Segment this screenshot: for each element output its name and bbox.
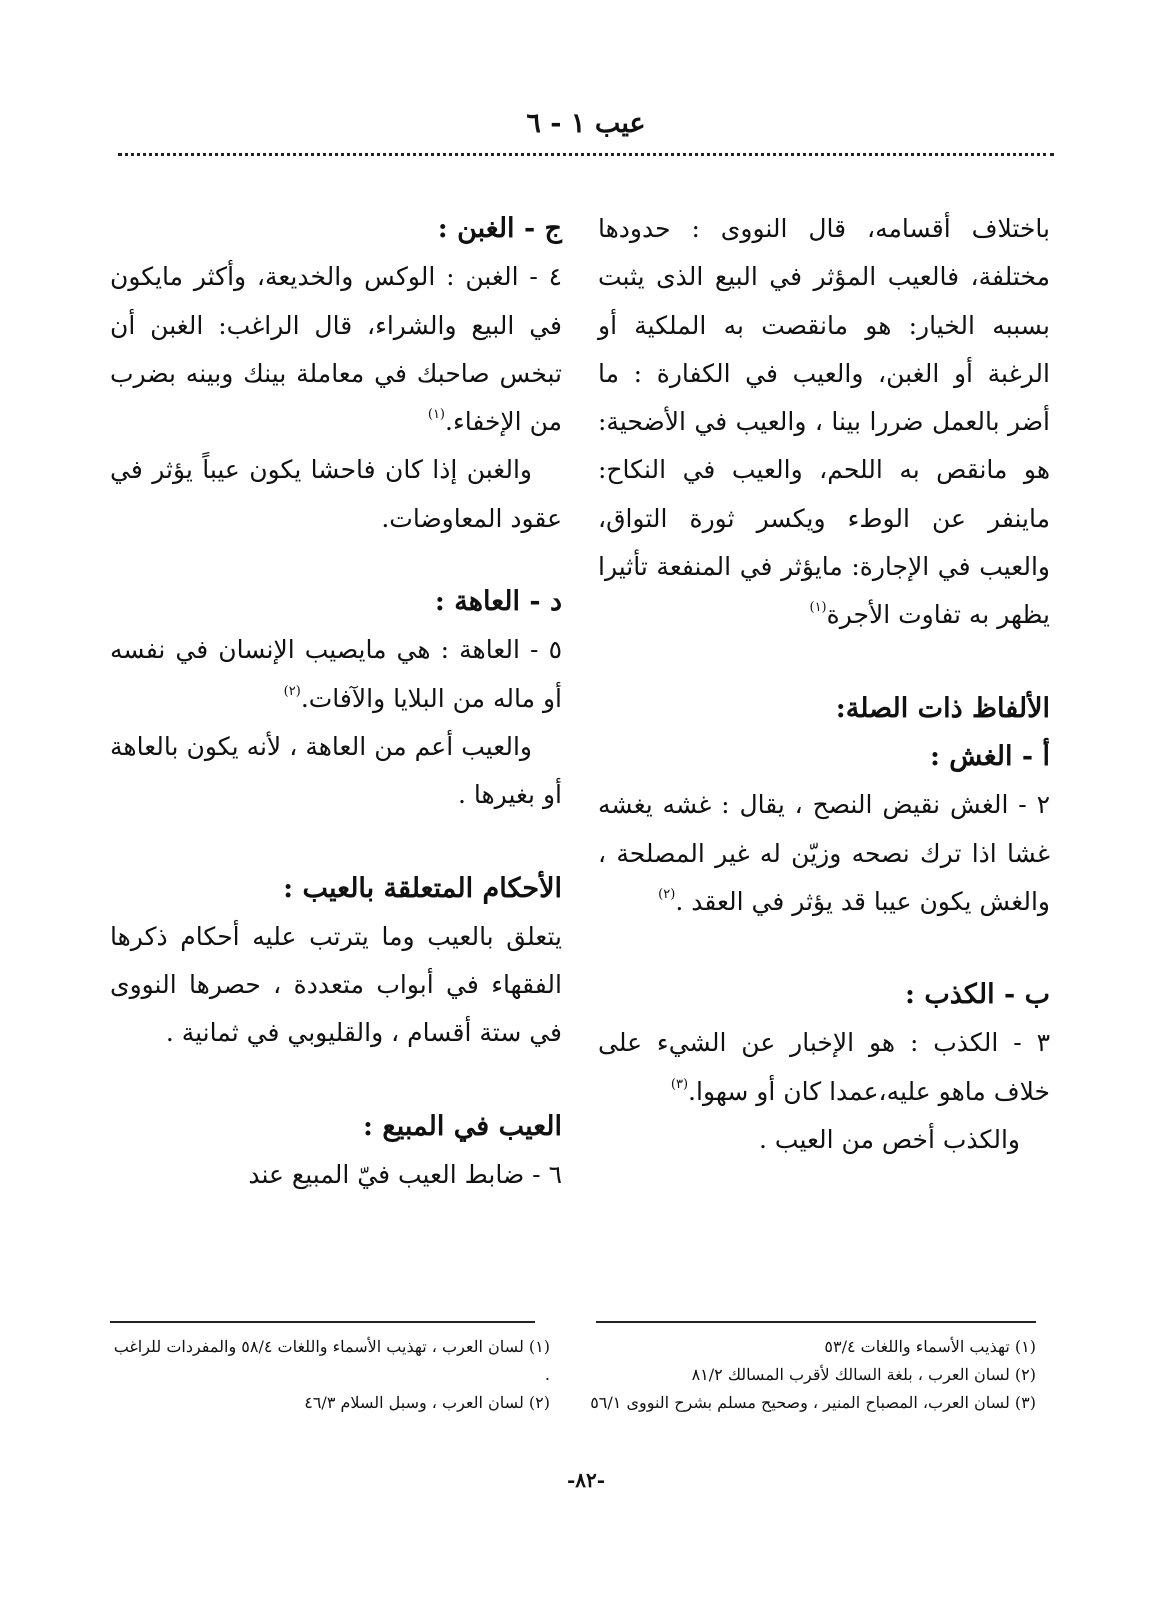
- paragraph-4b: والغبن إذا كان فاحشا يكون عيباً يؤثر في عقود المعاوضات.: [110, 455, 562, 533]
- paragraph-3b: والكذب أخص من العيب .: [759, 1125, 1020, 1155]
- paragraph-rulings: يتعلق بالعيب وما يترتب عليه أحكام ذكرها الفقهاء في أبواب متعددة ، حصرها النووى في ستة أقسام ، والقليوبي في ثمانية .: [110, 921, 562, 1048]
- left-column: [110, 205, 562, 1199]
- footnote-ref-1: (١): [809, 600, 827, 616]
- footnote-left-2: (٢) لسان العرب ، وسبل السلام ٤٦/٣: [304, 1393, 550, 1412]
- heading-rulings: الأحكام المتعلقة بالعيب :: [283, 872, 562, 904]
- paragraph-3-text: ٣ - الكذب : هو الإخبار عن الشيء على خلاف ماهو عليه،عمدا كان أو سهوا.: [598, 1028, 1050, 1106]
- footnote-ref-2: (٢): [658, 886, 676, 902]
- running-header: عيب ١ - ٦: [526, 108, 646, 139]
- footnotes-left: [110, 1333, 550, 1417]
- header-dotted-rule: [118, 153, 1054, 156]
- footnote-right-2: (٢) لسان العرب ، بلغة السالك لأقرب المسالك ٨١/٢: [691, 1365, 1036, 1384]
- heading-b-kadhib: ب - الكذب :: [904, 979, 1050, 1011]
- footnote-right-3: (٣) لسان العرب، المصباح المنير ، وصحيح مسلم بشرح النووى ٥٦/١: [590, 1393, 1036, 1412]
- paragraph-3: [598, 1019, 1050, 1116]
- paragraph-4: [110, 253, 562, 446]
- paragraph-1: [598, 205, 1050, 640]
- right-column: [598, 205, 1050, 1164]
- footnote-right-1: (١) تهذيب الأسماء واللغات ٥٣/٤: [824, 1337, 1036, 1356]
- paragraph-1-text: باختلاف أقسامه، قال النووى : حدودها مختلفة، فالعيب المؤثر في البيع الذى يثبت بسببه الخيار: هو مانقصت به الملكية أو الرغبة أو الغبن، والعيب في الكفارة : ما أضر بالعمل ضررا بينا ، والعيب في الأضحية: هو مانقص به اللحم، والعيب في النكاح: ماينفر عن الوطء ويكسر ثورة التواق، والعيب في الإجارة: مايؤثر في المنفعة تأثيرا يظهر به تفاوت الأجرة: [598, 214, 1050, 630]
- paragraph-2-text: ٢ - الغش نقيض النصح ، يقال : غشه يغشه غشا اذا ترك نصحه وزيّن له غير المصلحة ، والغش يكون عيبا قد يؤثر في العقد .: [598, 790, 1050, 916]
- heading-d-aaha: د - العاهة :: [434, 586, 562, 618]
- heading-a-ghish: أ - الغش :: [929, 740, 1050, 772]
- paragraph-5-text: ٥ - العاهة : هي مايصيب الإنسان في نفسه أو ماله من البلايا والآفات.: [110, 635, 562, 713]
- paragraph-6: ٦ - ضابط العيب فيّ المبيع عند: [248, 1160, 562, 1190]
- footnote-ref-3: (٣): [670, 1076, 689, 1092]
- paragraph-4-text: ٤ - الغبن : الوكس والخديعة، وأكثر مايكون في البيع والشراء، قال الراغب: الغبن أن تبخس صاحبك في معاملة بينك وبينه بضرب من الإخفاء.: [110, 262, 562, 437]
- page-number: -٨٢-: [566, 1468, 606, 1492]
- paragraph-5: [110, 626, 562, 723]
- paragraph-5b: والعيب أعم من العاهة ، لأنه يكون بالعاهة أو بغيرها .: [110, 731, 562, 810]
- heading-defect-in-sale: العيب في المبيع :: [363, 1110, 562, 1142]
- heading-related-terms: الألفاظ ذات الصلة:: [835, 692, 1050, 724]
- footnote-left-1: (١) لسان العرب ، تهذيب الأسماء واللغات ٥٨/٤ والمفردات للراغب .: [113, 1337, 550, 1384]
- footnotes-right: [581, 1333, 1036, 1417]
- footnote-rule-left: [110, 1321, 535, 1323]
- heading-c-ghubn: ج - الغبن :: [437, 213, 562, 244]
- paragraph-2: [598, 781, 1050, 926]
- footnote-rule-right: [596, 1321, 1036, 1323]
- footnote-ref-l1: (١): [427, 407, 445, 423]
- footnote-ref-l2: (٢): [283, 683, 301, 699]
